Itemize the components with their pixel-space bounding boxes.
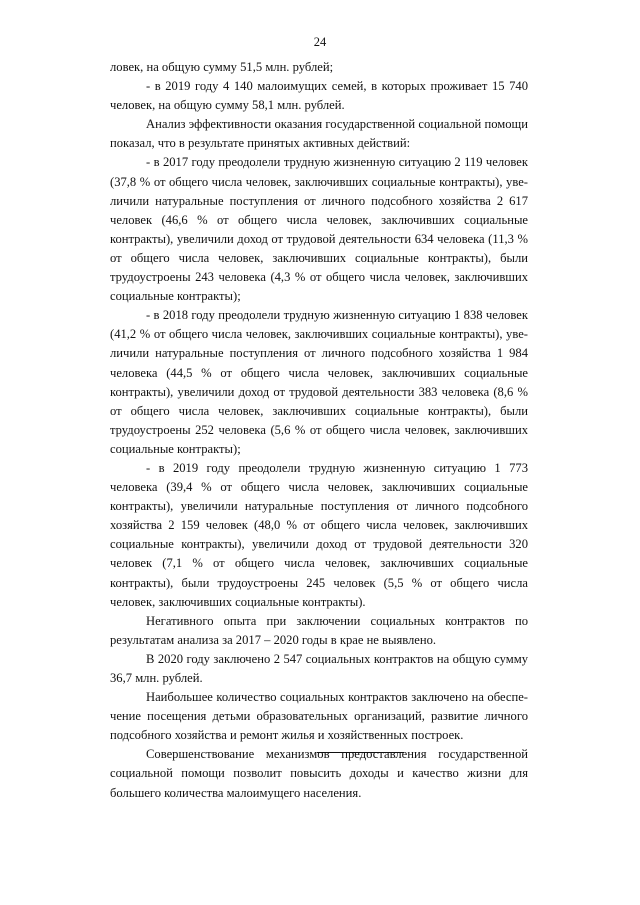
paragraph: - в 2018 году преодолели трудную жизненную ситуацию 1 838 человек (41,2 % от общего числа человек, заключивших социальные контракты), увеличили натуральные поступления от личного подсобного хозяйства 1 984 человека (44,5 % от общего числа человек, заключивших социальные контракты), увеличили доход от трудовой деятельности 383 человека (8,6 % от общего числа человек, заключивших социальные контракты), были трудоустроены 252 человека (5,6 % от общего числа человек, заключивших социальные контракты); <box>110 308 528 456</box>
paragraph: ловек, на общую сумму 51,5 млн. рублей; <box>110 60 334 74</box>
document-body <box>110 58 528 803</box>
paragraph: Анализ эффективности оказания государственной социальной помощи показал, что в результате принятых активных действий: <box>110 117 528 151</box>
paragraph: В 2020 году заключено 2 547 социальных контрактов на общую сумму 36,7 млн. рублей. <box>110 651 528 685</box>
paragraph: Совершенствование механизмов предоставления государственной социальной помощи позволит повысить доходы и качество жизни для большего количества малоимущего населения. <box>110 747 528 800</box>
page-number: 24 <box>313 35 327 49</box>
paragraph: - в 2019 году преодолели трудную жизненную ситуацию 1 773 человека (39,4 % от общего числа человек, заключивших социальные контракты), увеличили натуральные поступления от личного подсобного хозяйства 2 159 человек (48,0 % от общего числа человек, заключивших социальные контракты), увеличили доход от трудовой деятельности 320 человек (7,1 % от общего числа человек, заключивших социальные контракты), были трудоустроены 245 человек (5,5 % от общего числа человек, заключивших социальные контракты). <box>110 460 528 609</box>
paragraph: - в 2019 году 4 140 малоимущих семей, в которых проживает 15 740 человек, на общую сумму 58,1 млн. рублей. <box>110 79 528 113</box>
paragraph: Негативного опыта при заключении социальных контрактов по результатам анализа за 2017 – 2020 годы в крае не выявлено. <box>110 613 528 647</box>
end-separator-line <box>317 752 404 753</box>
paragraph: - в 2017 году преодолели трудную жизненную ситуацию 2 119 человек (37,8 % от общего числа человек, заключивших социальные контракты), увеличили натуральные поступления от личного подсобного хозяйства 2 617 человек (46,6 % от общего числа человек, заключивших социальные контракты), увеличили доход от трудовой деятельности 634 человека (11,3 % от общего числа человек, заключивших социальные контракты), были трудоустроены 243 человека (4,3 % от общего числа человек, заключивших социальные контракты); <box>110 155 528 304</box>
paragraph: Наибольшее количество социальных контрактов заключено на обеспечение посещения детьми образовательных организаций, развитие личного подсобного хозяйства и ремонт жилья и хозяйственных построек. <box>110 690 528 743</box>
